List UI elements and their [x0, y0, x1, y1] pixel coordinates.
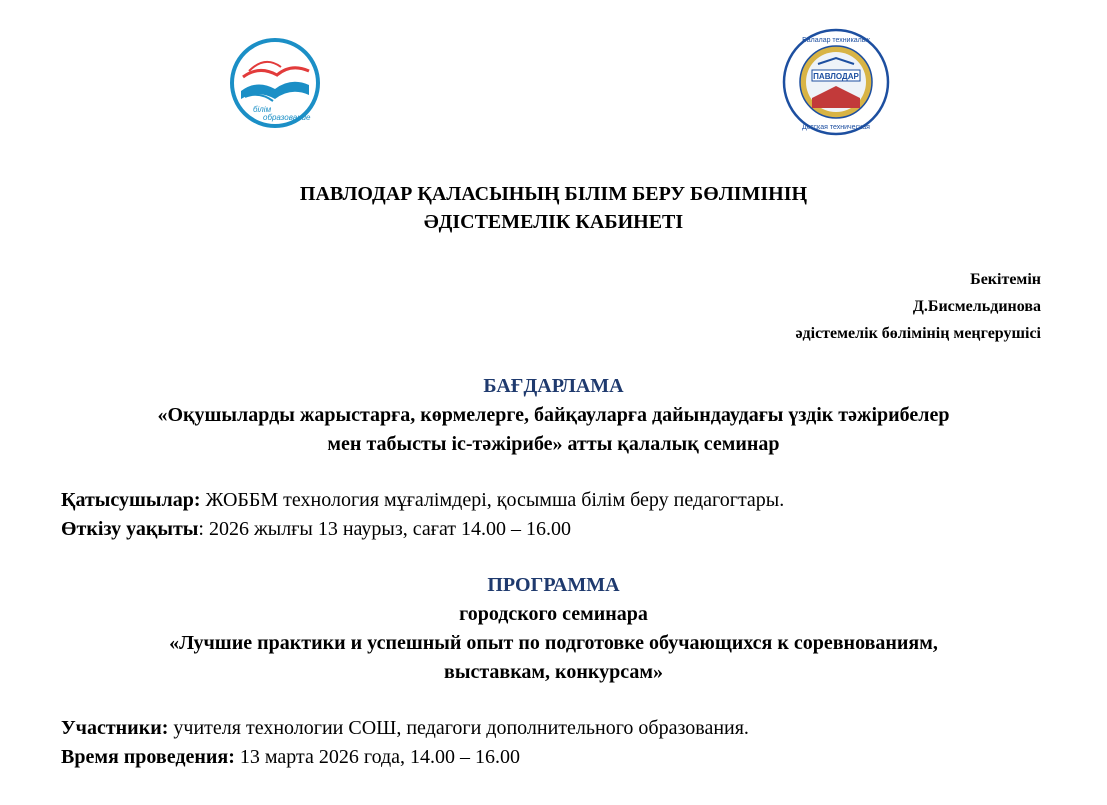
- heading-line-2: ӘДІСТЕМЕЛІК КАБИНЕТІ: [423, 211, 684, 233]
- time-ru-label: Время проведения:: [61, 746, 235, 768]
- department-heading: [0, 180, 1107, 236]
- svg-text:образование: образование: [263, 113, 311, 122]
- time-kz: [61, 515, 784, 544]
- approval-line-1: Бекітемін: [970, 271, 1041, 288]
- svg-text:Детская техническая: Детская техническая: [802, 124, 870, 131]
- program-ru-title: ПРОГРАММА: [487, 574, 620, 596]
- svg-text:білім: білім: [253, 105, 272, 114]
- childrens-technical-school-seal: [782, 28, 890, 136]
- svg-text:Балалар техникалық: Балалар техникалық: [802, 37, 870, 44]
- svg-text:ПАВЛОДАР: ПАВЛОДАР: [813, 72, 859, 81]
- info-kz: [61, 486, 784, 544]
- participants-ru-label: Участники:: [61, 717, 169, 739]
- program-ru-subtitle: городского семинара: [459, 603, 648, 625]
- heading-line-1: ПАВЛОДАР ҚАЛАСЫНЫҢ БІЛІМ БЕРУ БӨЛІМІНІҢ: [299, 183, 808, 205]
- program-ru: [0, 571, 1107, 687]
- program-kz-line-1: «Оқушыларды жарыстарға, көрмелерге, байқауларға дайындаудағы үздік тәжірибелер: [157, 404, 950, 426]
- approval-line-2: Д.Бисмельдинова: [912, 298, 1041, 315]
- program-kz-title: БАҒДАРЛАМА: [483, 375, 624, 397]
- info-ru: [61, 714, 749, 772]
- education-book-logo: [229, 37, 321, 129]
- approval-block: [795, 266, 1041, 347]
- program-ru-line-1: «Лучшие практики и успешный опыт по подготовке обучающихся к соревнованиям,: [169, 632, 938, 654]
- time-ru-value: 13 марта 2026 года, 14.00 – 16.00: [234, 746, 521, 768]
- time-ru: [61, 743, 749, 772]
- program-ru-line-2: выставкам, конкурсам»: [444, 661, 663, 683]
- program-kz: [0, 372, 1107, 459]
- participants-kz-label: Қатысушылар:: [61, 489, 201, 511]
- participants-ru-value: учителя технологии СОШ, педагоги дополнительного образования.: [168, 717, 749, 739]
- time-kz-label: Өткізу уақыты: [61, 518, 199, 540]
- participants-kz-value: ЖОББМ технология мұғалімдері, қосымша білім беру педагогтары.: [200, 489, 785, 511]
- participants-ru: [61, 714, 749, 743]
- program-kz-line-2: мен табысты іс-тәжірибе» атты қалалық семинар: [327, 433, 780, 455]
- participants-kz: [61, 486, 784, 515]
- time-kz-value: : 2026 жылғы 13 наурыз, сағат 14.00 – 16.00: [198, 518, 572, 540]
- approval-line-3: әдістемелік бөлімінің меңгерушісі: [795, 325, 1041, 342]
